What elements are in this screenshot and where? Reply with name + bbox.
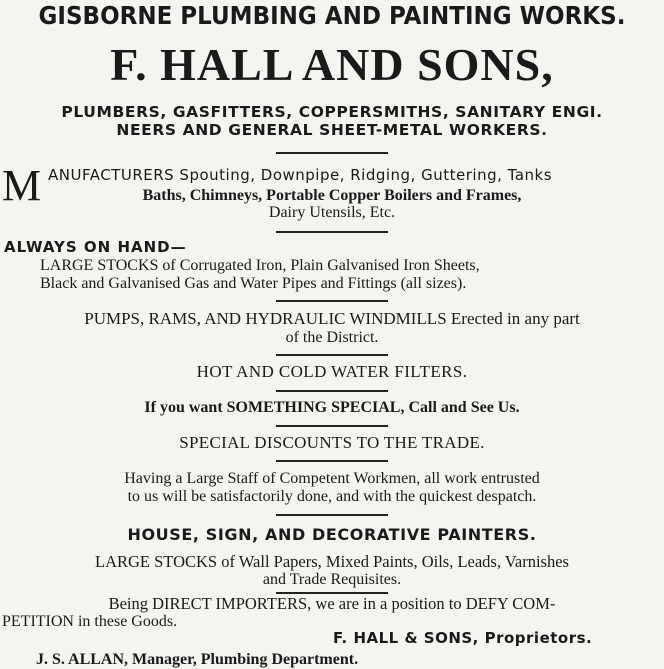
divider [276, 152, 388, 154]
manufacturers-line-1 [48, 166, 664, 185]
manufacturers-text: ANUFACTURERS Spouting, Downpipe, Ridging, Guttering, Tanks [48, 166, 553, 184]
importers-line-2: PETITION in these Goods. [2, 613, 178, 630]
trades-line-1: PLUMBERS, GASFITTERS, COPPERSMITHS, SANITARY ENGI. [61, 103, 603, 121]
something-special: If you want SOMETHING SPECIAL, Call and See Us. [144, 399, 520, 416]
special-discounts: SPECIAL DISCOUNTS TO THE TRADE. [179, 433, 485, 452]
manager: J. S. ALLAN, Manager, Plumbing Department. [36, 651, 359, 668]
importers-line-1: Being DIRECT IMPORTERS, we are in a position to DEFY COM- [108, 594, 556, 613]
firm-name: F. HALL AND SONS, [110, 39, 554, 90]
always-on-hand-line-1: LARGE STOCKS of Corrugated Iron, Plain Galvanised Iron Sheets, [40, 257, 480, 274]
painters-heading: HOUSE, SIGN, AND DECORATIVE PAINTERS. [127, 525, 537, 544]
painters-line-1: LARGE STOCKS of Wall Papers, Mixed Paints, Oils, Leads, Varnishes [95, 552, 569, 571]
divider [276, 231, 388, 233]
painters-line-2: and Trade Requisites. [262, 571, 402, 588]
divider [276, 514, 388, 516]
always-on-hand-line-2: Black and Galvanised Gas and Water Pipes and Fittings (all sizes). [40, 275, 467, 292]
staff-line-1: Having a Large Staff of Competent Workmen, all work entrusted [124, 470, 540, 487]
manufacturers-line-3: Dairy Utensils, Etc. [268, 204, 396, 221]
divider [276, 354, 388, 356]
water-filters: HOT AND COLD WATER FILTERS. [196, 362, 468, 381]
divider [276, 460, 388, 462]
pumps-line-1: PUMPS, RAMS, AND HYDRAULIC WINDMILLS Erected in any part [84, 309, 580, 328]
staff-line-2: to us will be satisfactorily done, and with the quickest despatch. [127, 488, 537, 505]
proprietors: F. HALL & SONS, Proprietors. [333, 629, 593, 647]
divider [276, 300, 388, 302]
pumps-line-2: of the District. [285, 329, 379, 346]
manufacturers-line-2: Baths, Chimneys, Portable Copper Boilers and Frames, [142, 187, 522, 204]
business-title: GISBORNE PLUMBING AND PAINTING WORKS. [38, 1, 626, 30]
drop-cap: M [2, 161, 42, 210]
divider [276, 425, 388, 427]
always-on-hand-heading: ALWAYS ON HAND— [4, 238, 187, 256]
divider [276, 390, 388, 392]
trades-line-2: NEERS AND GENERAL SHEET-METAL WORKERS. [116, 121, 548, 139]
